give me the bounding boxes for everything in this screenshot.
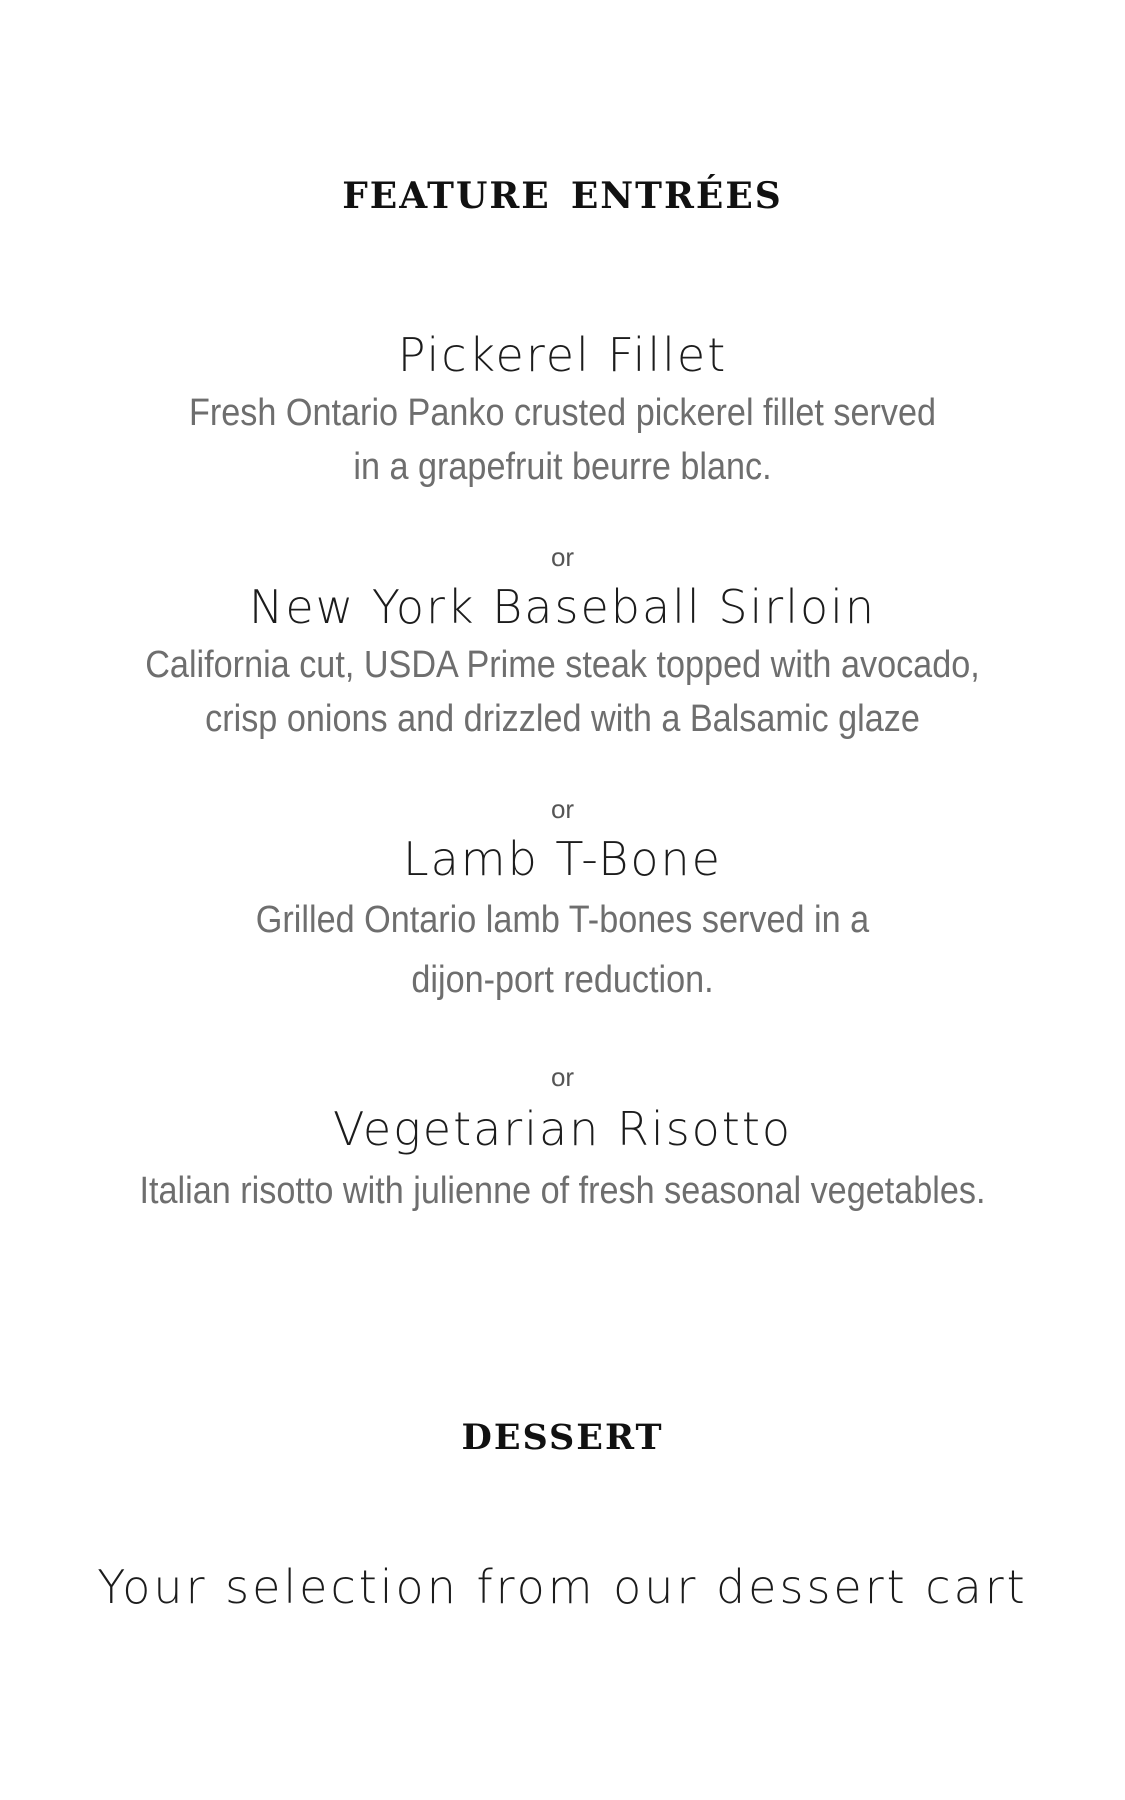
description-line: crisp onions and drizzled with a Balsamic glaze	[205, 698, 920, 740]
dish-description-lamb-t-bone	[56, 890, 1069, 1010]
dish-name-lamb-t-bone: Lamb T-Bone	[402, 832, 722, 886]
description-line: in a grapefruit beurre blanc.	[353, 446, 772, 488]
dessert-heading: dessert	[461, 1402, 664, 1461]
description-line: Italian risotto with julienne of fresh seasonal vegetables.	[139, 1170, 986, 1212]
description-line: California cut, USDA Prime steak topped with avocado,	[145, 644, 980, 686]
dish-description-pickerel-fillet	[56, 386, 1069, 494]
dish-name-pickerel-fillet: Pickerel Fillet	[397, 328, 728, 382]
or-separator: or	[550, 542, 575, 572]
dish-description-vegetarian-risotto	[56, 1164, 1069, 1218]
dessert-description: Your selection from our dessert cart	[97, 1560, 1028, 1614]
dish-description-new-york-sirloin	[56, 638, 1069, 746]
dish-name-new-york-sirloin: New York Baseball Sirloin	[248, 580, 877, 634]
dish-name-vegetarian-risotto: Vegetarian Risotto	[332, 1102, 793, 1156]
feature-entrees-heading: feature entrées	[342, 160, 783, 221]
or-separator: or	[550, 1062, 575, 1092]
description-line: Fresh Ontario Panko crusted pickerel fillet served	[188, 392, 937, 434]
description-line: Grilled Ontario lamb T-bones served in a	[255, 899, 870, 941]
or-separator: or	[550, 794, 575, 824]
description-line: dijon-port reduction.	[411, 959, 714, 1001]
